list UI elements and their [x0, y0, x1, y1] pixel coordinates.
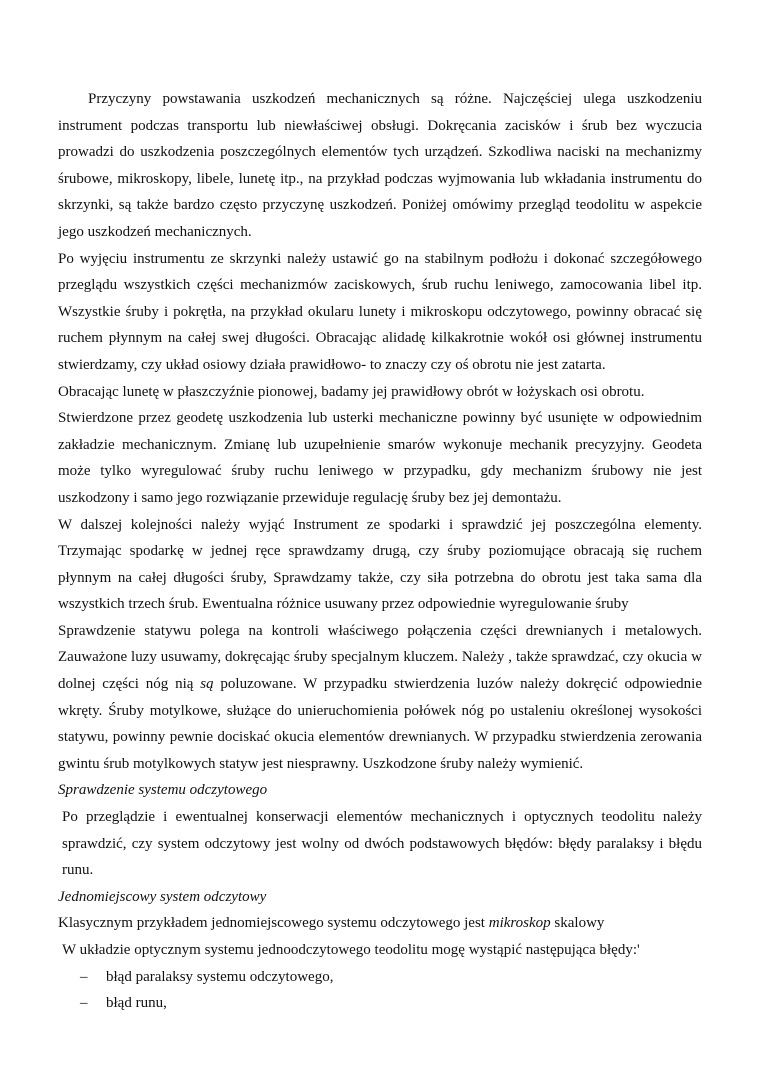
paragraph-errors-intro: W układzie optycznym systemu jednoodczytowego teodolitu mogę wystąpić następująca błędy:' — [62, 942, 640, 958]
tripod-text-b: poluzowane. W przypadku stwierdzenia luzów należy dokręcić odpowiednie wkręty. Śruby motylkowe, służące do unieruchomienia połówek nóg po ustaleniu określonej wysokości statywu, powinny pewnie dociskać okucia elementów drewnianych. W przypadku stwierdzenia zerowania gwintu śrub motylkowych statyw jest niesprawny. Uszkodzone śruby należy wymienić. — [58, 676, 702, 772]
paragraph-tribrach: W dalszej kolejności należy wyjąć Instrument ze spodarki i sprawdzić jej poszczególna elementy. Trzymając spodarkę w jednej ręce sprawdzamy drugą, czy śruby poziomujące obracają się ruchem płynnym na całej długości śruby, Sprawdzamy także, czy siła potrzebna do obrotu jest taka sama dla wszystkich trzech śrub. Ewentualna różnice usuwany przez odpowiednie wyregulowanie śruby — [58, 516, 702, 613]
microscope-text-b: skalowy — [550, 915, 605, 932]
error-list — [58, 964, 702, 1017]
paragraph-microscope-example — [58, 910, 702, 937]
paragraph-reading-system: Po przeglądzie i ewentualnej konserwacji elementów mechanicznych i optycznych teodolitu należy sprawdzić, czy system odczytowy jest wolny od dwóch podstawowych błędów: błędy paralaksy i błędu runu. — [62, 809, 702, 879]
microscope-text-emphasis: mikroskop — [488, 915, 551, 932]
tripod-text-a: Sprawdzenie statywu polega na kontroli właściwego połączenia części drewnianych i metalowych. Zauważone luzy usuwamy, dokręcając śruby specjalnym kluczem. Należy , także sprawdzać, czy okucia w dolnej części nóg nią — [58, 622, 702, 693]
paragraph-telescope: Obracając lunetę w płaszczyźnie pionowej, badamy jej prawidłowy obrót w łożyskach osi obrotu. — [58, 383, 645, 400]
paragraph-repairs: Stwierdzone przez geodetę uszkodzenia lub usterki mechaniczne powinny być usunięte w odpowiednim zakładzie mechanicznym. Zmianę lub uzupełnienie smarów wykonuje mechanik precyzyjny. Geodeta może tylko wyregulować śruby ruchu leniwego w przypadku, gdy mechanizm śrubowy nie jest uszkodzony i samo jego rozwiązanie przewiduje regulację śruby bez jej demontażu. — [58, 410, 702, 506]
list-item: – błąd paralaksy systemu odczytowego, — [80, 964, 702, 991]
tripod-text-emphasis: są — [200, 676, 214, 693]
paragraph-inspection: Po wyjęciu instrumentu ze skrzynki należy ustawić go na stabilnym podłożu i dokonać szczegółowego przeglądu wszystkich części mechanizmów zaciskowych, śrub ruchu leniwego, zamocowania libel itp. Wszystkie śruby i pokrętła, na przykład okularu lunety i mikroskopu odczytowego, powinny obracać się ruchem płynnym na całej swej długości. Obracając alidadę kilkakrotnie wokół osi głównej instrumentu stwierdzamy, czy układ osiowy działa prawidłowo- to znaczy czy oś obrotu nie jest zatarta. — [58, 250, 702, 373]
heading-reading-system-check: Sprawdzenie systemu odczytowego — [58, 782, 268, 799]
heading-single-reading-system: Jednomiejscowy system odczytowy — [58, 888, 267, 905]
microscope-text-a: Klasycznym przykładem jednomiejscowego systemu odczytowego jest — [58, 915, 489, 932]
list-item: – błąd runu, — [80, 990, 702, 1017]
paragraph-tripod — [58, 618, 702, 778]
paragraph-intro: Przyczyny powstawania uszkodzeń mechanicznych są różne. Najczęściej ulega uszkodzeniu instrument podczas transportu lub niewłaściwej obsługi. Dokręcania zacisków i śrub bez wyczucia prowadzi do uszkodzenia poszczególnych elementów tych urządzeń. Szkodliwa naciski na mechanizmy śrubowe, mikroskopy, libele, lunetę itp., na przykład podczas wyjmowania lub wkładania instrumentu do skrzynki, są także bardzo często przyczynę uszkodzeń. Poniżej omówimy przegląd teodolitu w aspekcie jego uszkodzeń mechanicznych. — [58, 91, 702, 240]
